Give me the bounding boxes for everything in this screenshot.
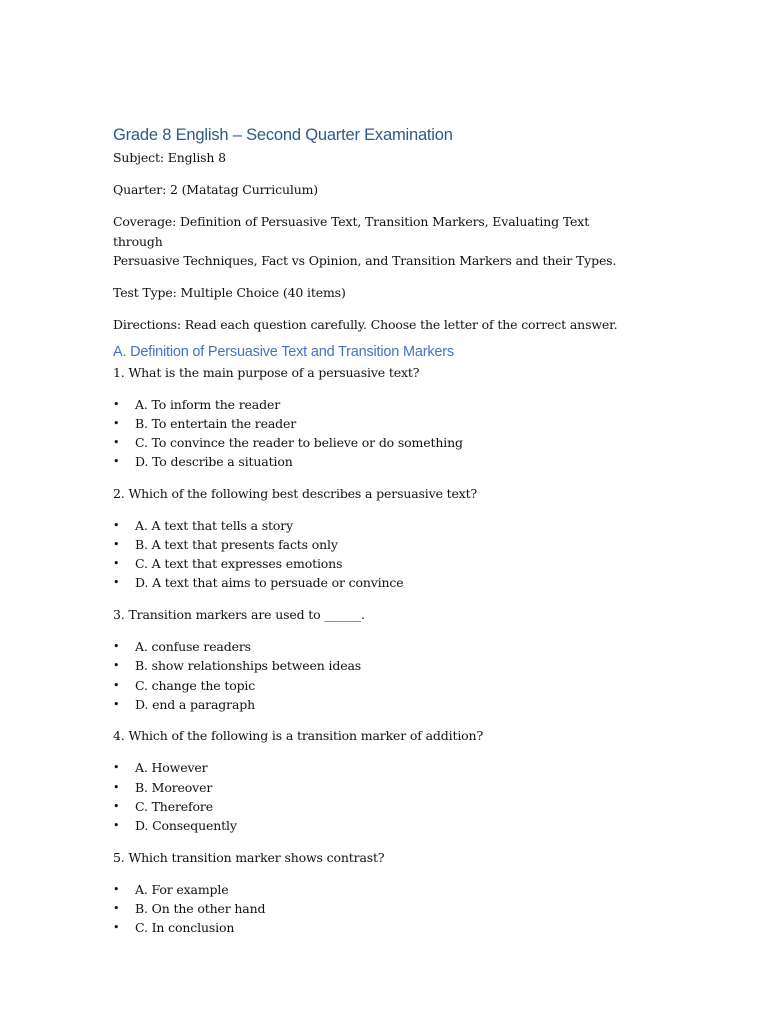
subject-line: Subject: English 8	[113, 150, 226, 165]
option-text: A. However	[135, 760, 208, 776]
bullet-icon: •	[113, 518, 120, 532]
bullet-icon: •	[113, 557, 120, 571]
option-item	[113, 516, 633, 535]
option-item	[113, 778, 633, 797]
question-4-text: 4. Which of the following is a transition marker of addition?	[113, 728, 484, 744]
question-3-text: 3. Transition markers are used to ______.	[113, 607, 365, 623]
option-text: B. show relationships between ideas	[135, 658, 362, 674]
option-item	[113, 880, 633, 899]
option-text: C. change the topic	[135, 677, 256, 693]
bullet-icon: •	[113, 901, 120, 915]
question-1-text: 1. What is the main purpose of a persuasive text?	[113, 364, 420, 380]
option-text: C. To convince the reader to believe or do something	[135, 434, 463, 450]
section-a-heading: A. Definition of Persuasive Text and Transition Markers	[113, 343, 454, 360]
option-text: C. A text that expresses emotions	[135, 556, 343, 572]
option-item	[113, 797, 633, 816]
option-item	[113, 918, 633, 937]
bullet-icon: •	[113, 799, 120, 813]
bullet-icon: •	[113, 678, 120, 692]
option-item	[113, 758, 633, 777]
bullet-icon: •	[113, 659, 120, 673]
question-2-options	[113, 516, 633, 593]
option-text: D. Consequently	[135, 818, 237, 834]
option-text: C. Therefore	[135, 798, 213, 814]
document-title: Grade 8 English – Second Quarter Examination	[113, 126, 453, 144]
option-item	[113, 573, 633, 592]
bullet-icon: •	[113, 435, 120, 449]
option-text: A. confuse readers	[135, 639, 251, 655]
option-text: C. In conclusion	[135, 920, 235, 936]
option-item	[113, 656, 633, 675]
bullet-icon: •	[113, 819, 120, 833]
bullet-icon: •	[113, 780, 120, 794]
option-item	[113, 433, 633, 452]
option-item	[113, 816, 633, 835]
option-text: D. end a paragraph	[135, 696, 256, 712]
bullet-icon: •	[113, 640, 120, 654]
bullet-icon: •	[113, 576, 120, 590]
coverage-line-2: Persuasive Techniques, Fact vs Opinion, and Transition Markers and their Types.	[113, 253, 617, 268]
option-text: B. On the other hand	[135, 900, 266, 916]
document-page	[113, 122, 633, 937]
option-item	[113, 554, 633, 573]
option-text: A. A text that tells a story	[135, 517, 293, 533]
option-item	[113, 676, 633, 695]
coverage-line-1: Coverage: Definition of Persuasive Text, Transition Markers, Evaluating Text through	[113, 214, 590, 249]
bullet-icon: •	[113, 455, 120, 469]
option-text: B. Moreover	[135, 779, 213, 795]
question-1-options	[113, 395, 633, 472]
bullet-icon: •	[113, 538, 120, 552]
option-item	[113, 395, 633, 414]
option-item	[113, 452, 633, 471]
question-5-options	[113, 880, 633, 938]
bullet-icon: •	[113, 416, 120, 430]
option-item	[113, 899, 633, 918]
option-text: B. A text that presents facts only	[135, 537, 338, 553]
option-item	[113, 414, 633, 433]
bullet-icon: •	[113, 397, 120, 411]
bullet-icon: •	[113, 921, 120, 935]
question-list	[113, 363, 633, 938]
quarter-line: Quarter: 2 (Matatag Curriculum)	[113, 182, 319, 197]
option-item	[113, 637, 633, 656]
question-4-options	[113, 758, 633, 835]
bullet-icon: •	[113, 882, 120, 896]
question-3-options	[113, 637, 633, 714]
question-2-text: 2. Which of the following best describes a persuasive text?	[113, 485, 478, 501]
directions-line: Directions: Read each question carefully. Choose the letter of the correct answer.	[113, 317, 618, 332]
option-text: D. To describe a situation	[135, 454, 293, 470]
bullet-icon: •	[113, 761, 120, 775]
question-5-text: 5. Which transition marker shows contrast?	[113, 849, 385, 865]
bullet-icon: •	[113, 697, 120, 711]
option-item	[113, 535, 633, 554]
option-text: D. A text that aims to persuade or convince	[135, 575, 404, 591]
test-type-line: Test Type: Multiple Choice (40 items)	[113, 285, 346, 300]
option-text: B. To entertain the reader	[135, 415, 297, 431]
option-text: A. For example	[135, 881, 229, 897]
option-item	[113, 695, 633, 714]
option-text: A. To inform the reader	[135, 396, 281, 412]
